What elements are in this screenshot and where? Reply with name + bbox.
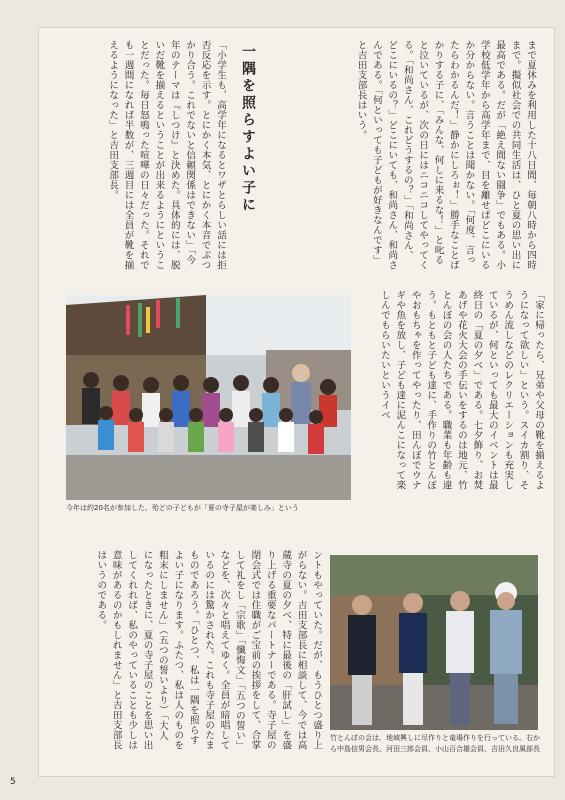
group-photo-caption: 今年は約20名が参加した。殆どの子どもが「夏の寺子屋が楽しみ」という (66, 504, 299, 512)
article-column-top-left-body: 「小学生も、高学年になるとワザとらしい話には拒否反応を示す。とにかく本気、とにかく本音でぶつかり合う。これでないと信頼関係はできない」「今年のテーマは『しつけ』と決めた。具体的には、脱いだ靴を揃えるということが出来るようにということだった。毎日怒鳴った喧嘩の日々だった。それでも一週間になれば半数が、三週目には全員が靴を揃えるようになった」と吉田支部長。 (107, 40, 226, 270)
bamboo-club-members-photo (330, 555, 538, 730)
members-photo-image (330, 555, 538, 730)
children-group-photo (66, 295, 351, 500)
article-column-middle-right: 「家に帰ったら、兄弟や父母の靴を揃えるようになって欲しい」という。スイカ割り、そうめん流しなどのレクリエーションも充実しているが、何といっても最大のイベントは最終日の「夏の夕べ」である。七夕飾り、お焚あげや花火大会の手伝いをするのは地元、竹とんぼの会の人たちである。職業も年齢も違う。もともと子ども達に、手作りの竹とんぼやおもちゃを作ってやったり、田んぼでウナギや魚を放し、子ども達に泥んこになって楽しんでもらいたいというイベ (378, 290, 544, 490)
members-photo-caption: 竹とんぼの会は、地域興しに尽作りと竜場作りを行っている。右から中島信男会長、河田三郎会員、小山百合雄会員、吉田久良風部長 (330, 734, 540, 753)
section-heading: 一隅を照らすよい子に (240, 44, 256, 214)
article-column-top-right: まで夏休みを利用した十八日間、毎朝八時から四時まで。擬似社会での共同生活は、ひと夏の思い出に最高である。だが「絶え間ない闘争」でもある。小学校低学年から高学年まで、目を離せばどこにいるか分からない。言うことは聞かない。「何度、言ったらわかるんだ！」静かにしろぉ！」勝手なことばかりする子に、「みんな、何しに来るな！」と叱ると泣いているが、次の日にはニコニコしてやってくる。「和尚さん、これどうするの？」「和尚さん、どこにいるの？」どこにいても、和尚さん、和尚さんである。「何といっても子どもが好きなんです」と吉田支部長はいう。 (355, 40, 536, 270)
article-column-bottom-left: ントもやっていた。だが、もうひとつ盛り上がらない。吉田支部長に相談して、今では高蔵寺の夏の夕べ、特に最後の「肝試し」を盛り上げる重要なパートナーである。寺子屋の閉会式では住職がご宝前の挨拶をして、合掌して礼をし「宗歌」「懺悔文」「五つの誓い」などを、次々と唱えてゆく。全員が暗唱しているのには驚かされた。これも寺子屋のたまものであろう。「ひとつ、私は一隅を照らすよい子になります。ふたつ、私は人のものを粗末にしません」（五つの誓いより）「大人になったときに、夏の寺子屋のことを思い出してくれれば、私のやっていることも少しは意味があるのかもしれません」と吉田支部長はいうのである。 (95, 550, 322, 750)
group-photo-image (66, 295, 351, 500)
page-number: 5 (10, 777, 16, 787)
